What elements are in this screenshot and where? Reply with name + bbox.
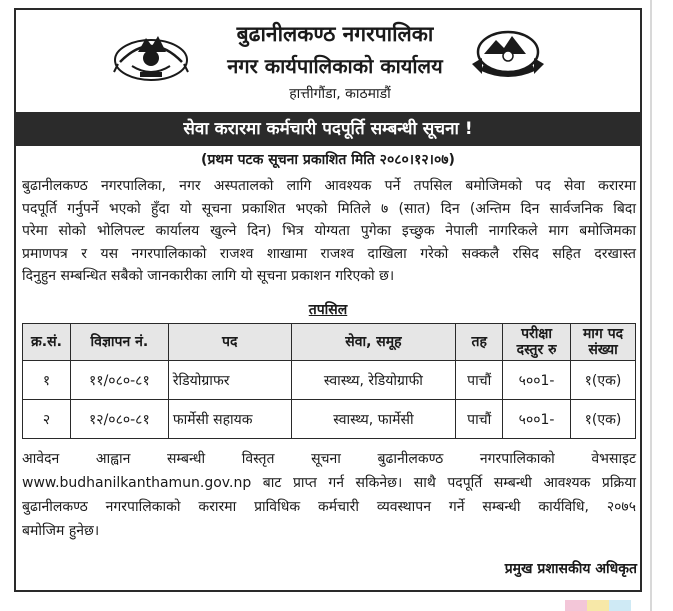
cell-fee: ५००1- — [503, 361, 571, 400]
cell-count: १(एक) — [571, 400, 636, 439]
cell-level: पाचौं — [456, 361, 503, 400]
header-fee-line1: परीक्षा — [521, 326, 553, 342]
notice-body — [22, 175, 636, 288]
municipality-logo-icon — [468, 28, 548, 80]
header-adv-no: विज्ञापन नं. — [70, 324, 168, 361]
application-note — [22, 447, 636, 543]
table-row — [23, 400, 636, 439]
header-service: सेवा, समूह — [291, 324, 456, 361]
header-count-line2: संख्या — [588, 342, 618, 358]
note-line: बुढानीलकण्ठ नगरपालिकाको करारमा प्राविधिक कर्मचारी व्यवस्थापन गर्ने सम्बन्धी कार्यविधि, २०७५ — [22, 499, 636, 515]
cell-post: रेडियोग्राफर — [168, 361, 291, 400]
note-line: www.budhanilkanthamun.gov.np बाट प्राप्त गर्न सकिनेछ। साथै पदपूर्ति सम्बन्धी आवश्यक प्रक्रिया — [22, 475, 636, 491]
header-fee-line2: दस्तुर रु — [516, 342, 557, 358]
body-line: बुढानीलकण्ठ नगरपालिका, नगर अस्पतालको लागि आवश्यक पर्ने तपसिल बमोजिमको पद सेवा करारमा — [22, 178, 636, 194]
print-color-bar — [587, 600, 609, 611]
office-address: हात्तीगौंडा, काठमाडौं — [289, 86, 391, 102]
signatory-title: प्रमुख प्रशासकीय अधिकृत — [504, 561, 637, 577]
cell-service: स्वास्थ्य, फार्मेसी — [291, 400, 456, 439]
cell-adv-no: १२/०८०-८१ — [70, 400, 168, 439]
publication-date: (प्रथम पटक सूचना प्रकाशित मिति २०८०।१२।०७) — [201, 152, 455, 168]
office-name: नगर कार्यपालिकाको कार्यालय — [227, 54, 443, 78]
header-count — [571, 324, 636, 361]
table-caption-text: तपसिल — [308, 302, 348, 318]
cell-sn: १ — [23, 361, 71, 400]
table-header-row — [23, 324, 636, 361]
notice-title-banner: सेवा करारमा कर्मचारी पदपूर्ति सम्बन्धी सूचना ! — [14, 112, 642, 146]
table-caption — [14, 300, 642, 319]
nepal-emblem-icon — [112, 22, 190, 82]
page-edge — [650, 0, 652, 611]
cell-sn: २ — [23, 400, 71, 439]
cell-count: १(एक) — [571, 361, 636, 400]
body-line: पदपूर्ति गर्नुपर्ने भएको हुँदा यो सूचना प्रकाशित भएको मितिले ७ (सात) दिन (अन्तिम दिन सार्वजनिक बिदा — [22, 200, 636, 217]
print-color-bar — [565, 600, 587, 611]
cell-adv-no: ११/०८०-८१ — [70, 361, 168, 400]
cell-service: स्वास्थ्य, रेडियोग्राफी — [291, 361, 456, 400]
cell-level: पाचौं — [456, 400, 503, 439]
note-line: आवेदन आह्वान सम्बन्धी विस्तृत सूचना बुढानीलकण्ठ नगरपालिकाको वेभसाइट — [22, 451, 636, 467]
header-fee — [503, 324, 571, 361]
header-sn: क्र.सं. — [23, 324, 71, 361]
vacancy-table — [22, 323, 636, 439]
header-count-line1: माग पद — [582, 326, 624, 342]
print-color-bar — [609, 600, 631, 611]
header-post: पद — [168, 324, 291, 361]
note-line: बमोजिम हुनेछ। — [22, 523, 100, 539]
body-line: दिनुहुन सम्बन्धित सबैको जानकारीका लागि यो सूचना प्रकाशन गरिएको छ। — [22, 268, 395, 284]
cell-post: फार्मेसी सहायक — [168, 400, 291, 439]
body-line: प्रमाणपत्र र यस नगरपालिकाको राजश्व शाखामा राजश्व दाखिला गरेको सक्कलै रसिद सहित दरखास्त — [22, 245, 636, 262]
body-line: परेमा सोको भोलिपल्ट कार्यालय खुल्ने दिन) भित्र योग्यता पुगेका इच्छुक नेपाली नागरिकले माग बमोजिमका — [22, 223, 636, 239]
table-row — [23, 361, 636, 400]
header-level: तह — [456, 324, 503, 361]
cell-fee: ५००1- — [503, 400, 571, 439]
municipality-name: बुढानीलकण्ठ नगरपालिका — [236, 22, 434, 46]
